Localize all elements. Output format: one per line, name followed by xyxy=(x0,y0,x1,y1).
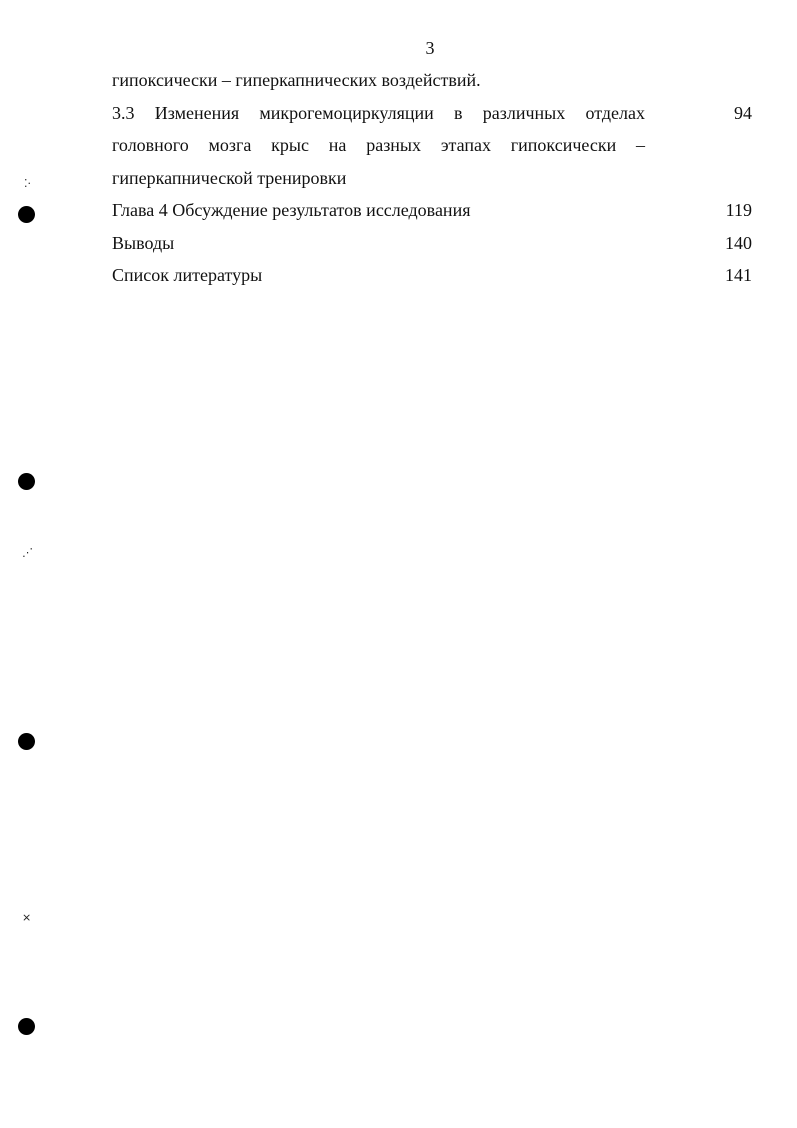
toc-entry xyxy=(112,64,752,97)
toc-entry-title: Глава 4 Обсуждение результатов исследования xyxy=(112,200,471,220)
toc-entry-title: 3.3 Изменения микрогемоциркуляции в различных отделах головного мозга крыс на разных этапах гипоксически – гиперкапнической тренировки xyxy=(112,102,645,188)
toc-entry-page: 119 xyxy=(725,200,752,220)
table-of-contents xyxy=(112,64,752,292)
toc-entry xyxy=(112,194,752,227)
punch-hole xyxy=(18,733,35,750)
page-number: 3 xyxy=(425,38,435,58)
toc-entry-page: 141 xyxy=(725,265,752,285)
punch-hole xyxy=(18,473,35,490)
toc-entry-title: Выводы xyxy=(112,232,175,253)
toc-entry xyxy=(112,259,752,292)
scan-speck: ⨯ xyxy=(22,911,32,924)
punch-hole xyxy=(18,1018,35,1035)
toc-entry-title: гипоксически – гиперкапнических воздействий. xyxy=(112,70,481,90)
punch-hole xyxy=(18,206,35,223)
scan-speck: ⋰ xyxy=(22,546,33,559)
toc-entry xyxy=(112,97,752,195)
toc-entry-page: 140 xyxy=(725,232,752,253)
toc-entry-page: 94 xyxy=(734,102,752,123)
toc-entry xyxy=(112,227,752,260)
toc-entry-title: Список литературы xyxy=(112,265,263,285)
scan-speck: ⁚· xyxy=(24,177,31,190)
